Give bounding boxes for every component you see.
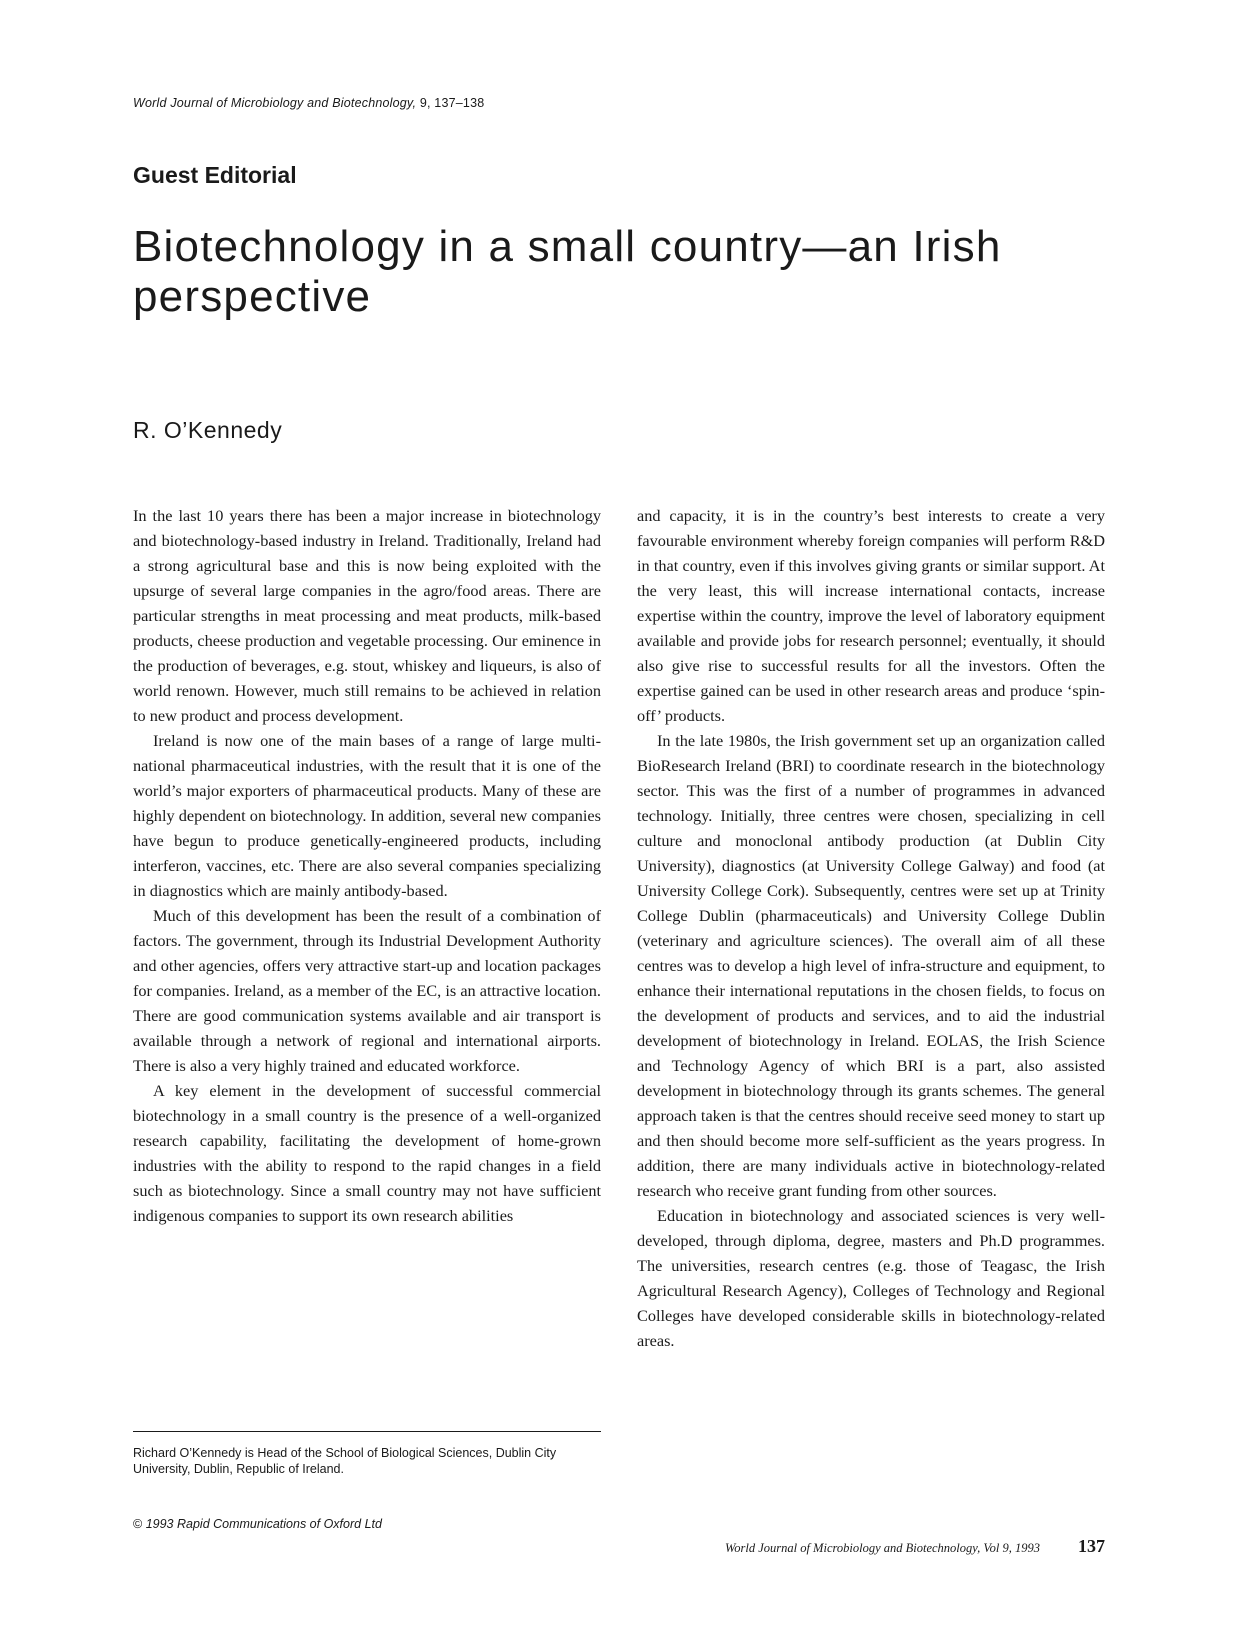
right-column <box>637 503 1105 1353</box>
body-paragraph: A key element in the development of successful commercial biotechnology in a small country is the presence of a well-organized research capability, facilitating the development of home-grown industries with the ability to respond to the rapid changes in a field such as biotechnology. Since a small country may not have sufficient indigenous companies to support its own research abilities <box>133 1081 601 1225</box>
copyright-notice <box>133 1517 382 1531</box>
body-paragraph: Education in biotechnology and associated sciences is very well-developed, through diploma, degree, masters and Ph.D programmes. The universities, research centres (e.g. those of Teagasc, the Irish Agricultural Research Agency), Colleges of Technology and Regional Colleges have developed considerable skills in biotechnology-related areas. <box>637 1206 1105 1350</box>
footnote-divider <box>133 1431 601 1432</box>
journal-citation: World Journal of Microbiology and Biotechnology, <box>133 96 417 110</box>
body-paragraph: Ireland is now one of the main bases of a range of large multi-national pharmaceutical industries, with the result that it is one of the world’s major exporters of pharmaceutical products. Many of these are highly dependent on biotechnology. In addition, several new companies have begun to produce genetically-engineered products, including interferon, vaccines, etc. There are also several companies specializing in diagnostics which are mainly antibody-based. <box>133 731 601 900</box>
section-label: Guest Editorial <box>133 162 297 188</box>
body-paragraph: and capacity, it is in the country’s best interests to create a very favourable environment whereby foreign companies will perform R&D in that country, even if this involves giving grants or similar support. At the very least, this will increase international contacts, increase expertise within the country, improve the level of laboratory equipment available and provide jobs for research personnel; eventually, it should also give rise to successful results for all the investors. Often the expertise gained can be used in other research areas and produce ‘spin-off’ products. <box>637 506 1105 725</box>
footer-journal: World Journal of Microbiology and Biotechnology, Vol 9, 1993 <box>724 1541 1040 1555</box>
page-footer <box>700 1536 1105 1557</box>
left-column <box>133 503 601 1228</box>
body-paragraph: In the late 1980s, the Irish government set up an organization called BioResearch Ireland (BRI) to coordinate research in the biotechnology sector. This was the first of a number of programmes in advanced technology. Initially, three centres were chosen, specializing in cell culture and monoclonal antibody production (at Dublin City University), diagnostics (at University College Galway) and food (at University College Cork). Subsequently, centres were set up at Trinity College Dublin (pharmaceuticals) and University College Dublin (veterinary and agriculture sciences). The overall aim of all these centres was to develop a high level of infra-structure and equipment, to enhance their international reputations in the chosen fields, to focus on the development of products and services, and to aid the industrial development of biotechnology in Ireland. EOLAS, the Irish Science and Technology Agency of which BRI is a part, also assisted development in biotechnology through its grants schemes. The general approach taken is that the centres should receive seed money to start up and then should become more self-sufficient as the years progress. In addition, there are many individuals active in biotechnology-related research who receive grant funding from other sources. <box>637 731 1105 1200</box>
running-head <box>133 96 484 110</box>
page-number: 137 <box>1078 1536 1105 1556</box>
copyright-symbol: © <box>133 1517 143 1531</box>
copyright-text: 1993 Rapid Communications of Oxford Ltd <box>145 1517 382 1531</box>
author-footnote: Richard O’Kennedy is Head of the School of Biological Sciences, Dublin City University, Dublin, Republic of Ireland. <box>133 1446 557 1476</box>
body-paragraph: Much of this development has been the result of a combination of factors. The government, through its Industrial Development Authority and other agencies, offers very attractive start-up and location packages for companies. Ireland, as a member of the EC, is an attractive location. There are good communication systems available and air transport is available through a network of regional and international airports. There is also a very highly trained and educated workforce. <box>133 906 601 1075</box>
author-name: R. O’Kennedy <box>133 417 283 443</box>
article-title: Biotechnology in a small country—an Irish perspective <box>133 222 1002 321</box>
body-paragraph: In the last 10 years there has been a major increase in biotechnology and biotechnology-based industry in Ireland. Traditionally, Ireland had a strong agricultural base and this is now being exploited with the upsurge of several large companies in the agro/food areas. There are particular strengths in meat processing and meat products, milk-based products, cheese production and vegetable processing. Our eminence in the production of beverages, e.g. stout, whiskey and liqueurs, is also of world renown. However, much still remains to be achieved in relation to new product and process development. <box>133 506 601 725</box>
citation-volume-pages: 9, 137–138 <box>419 96 485 110</box>
